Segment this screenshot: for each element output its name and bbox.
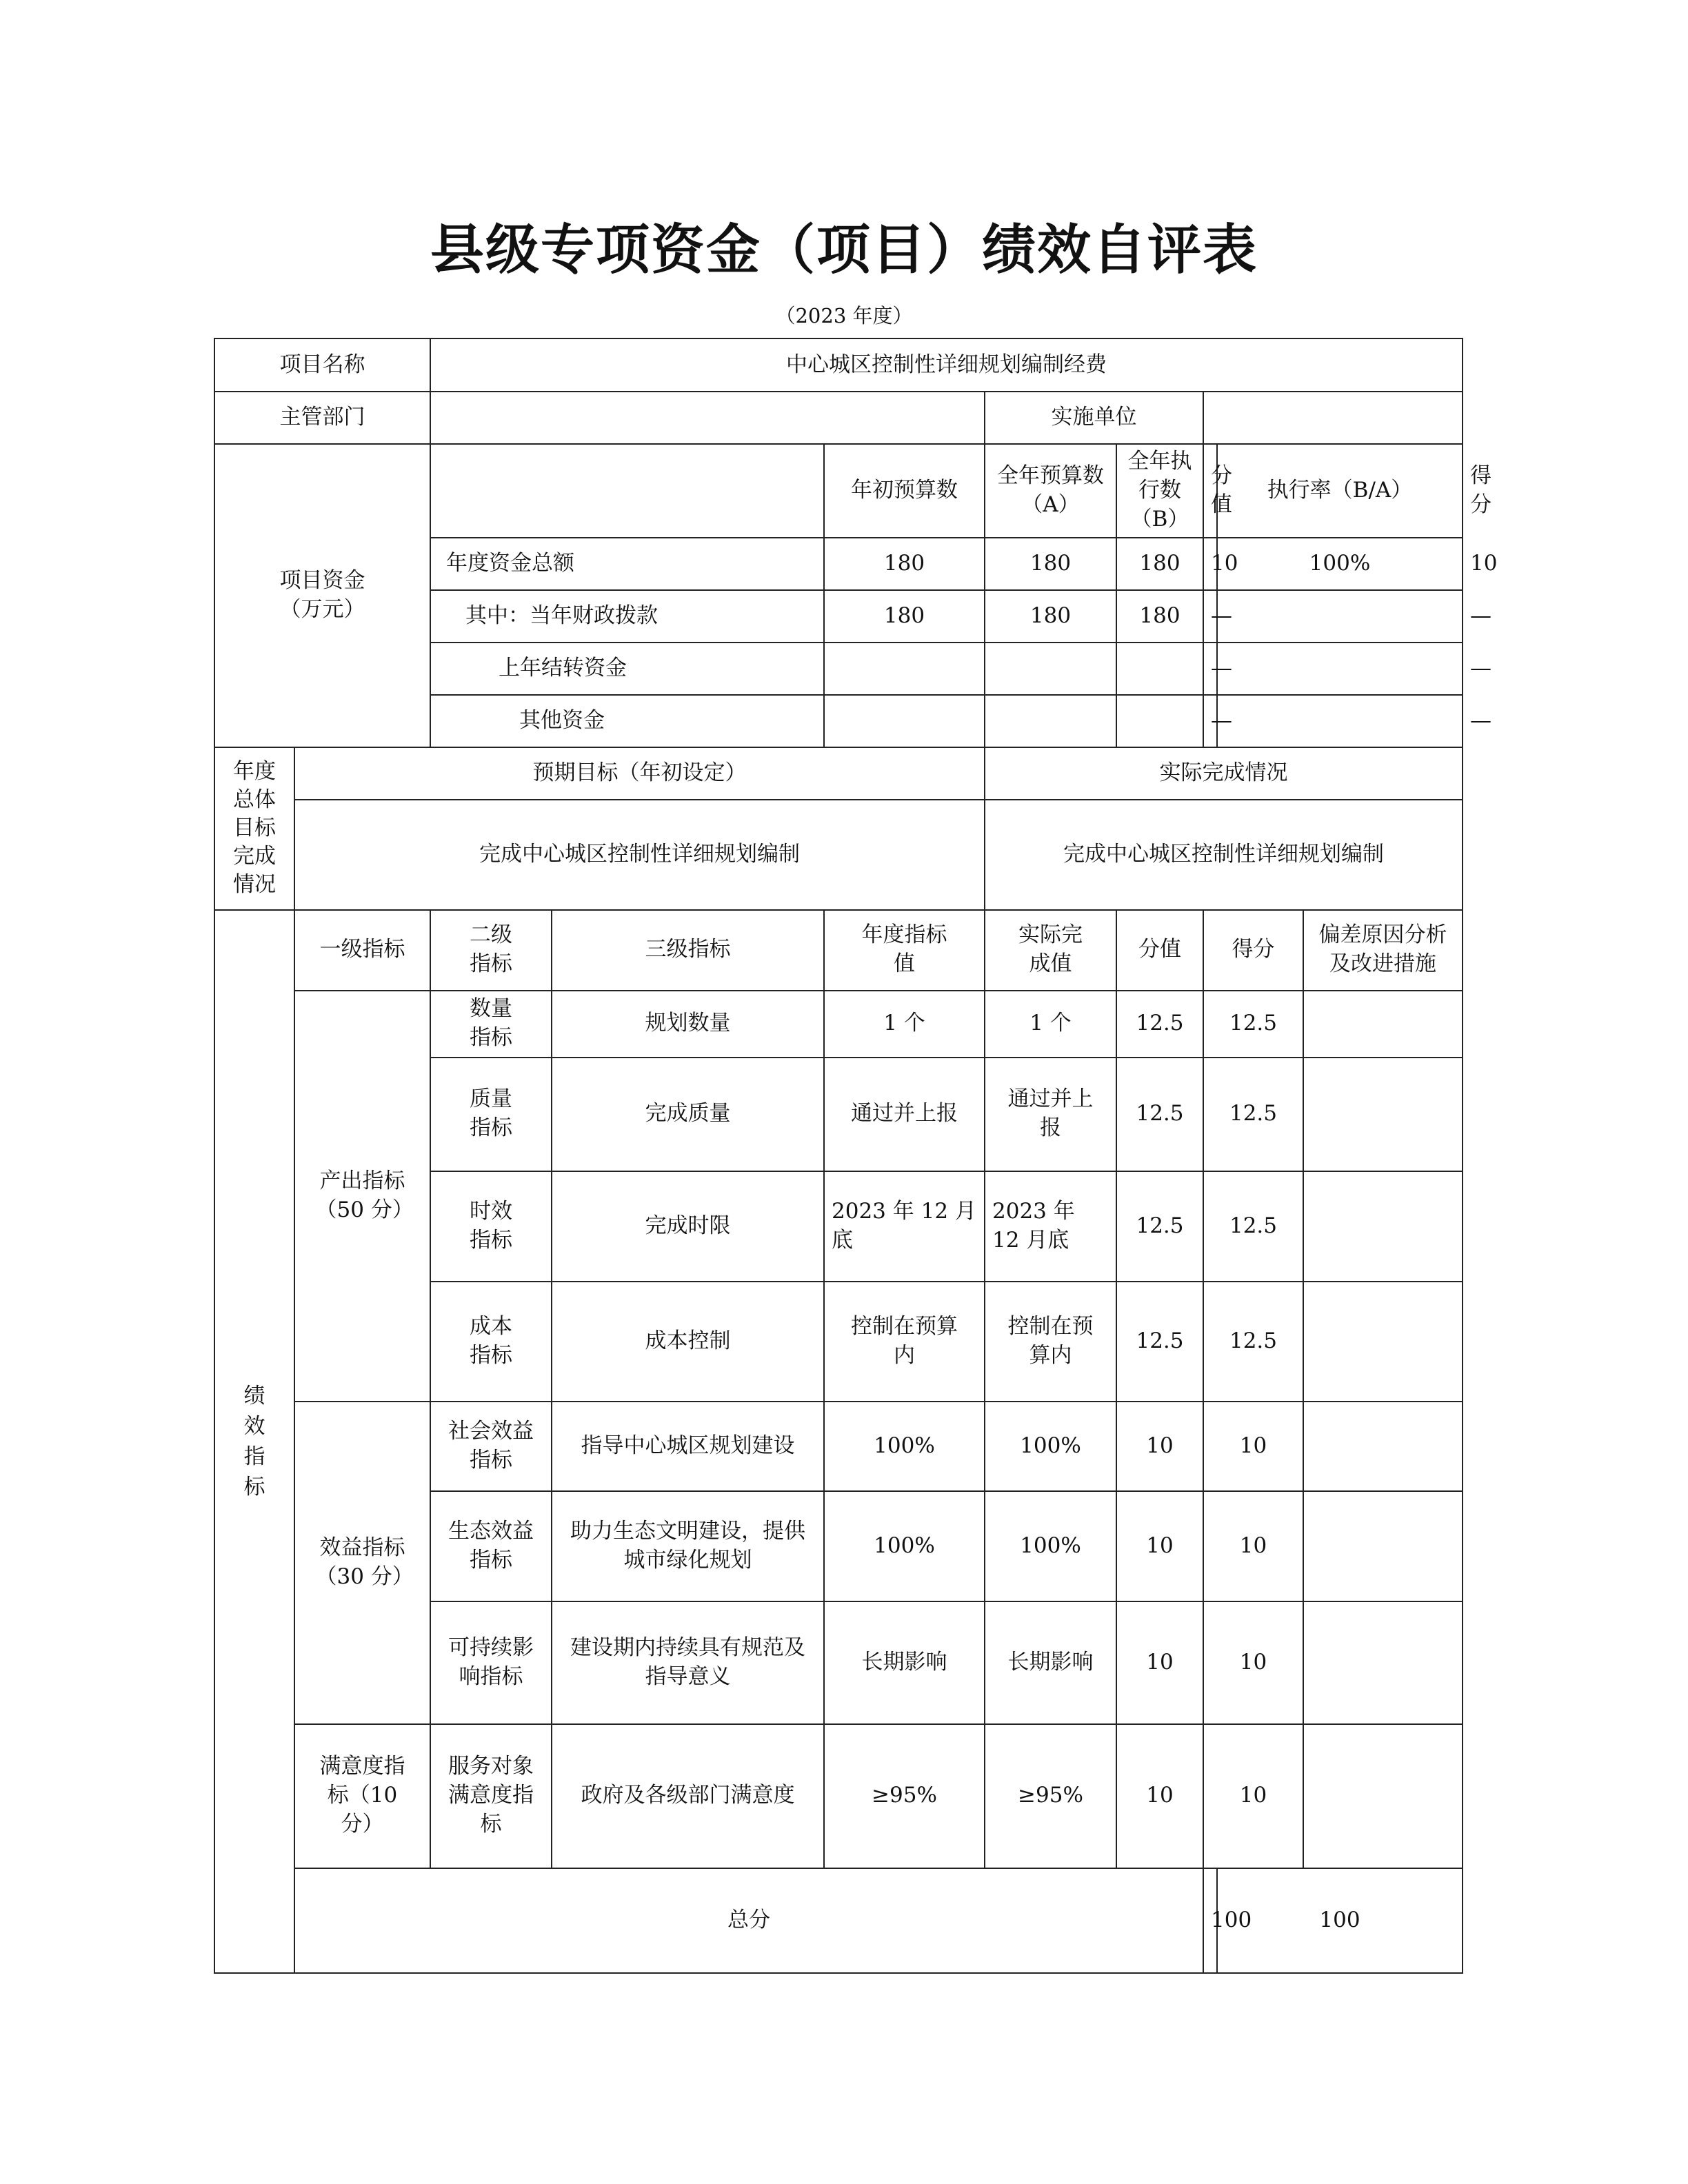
actual-goal-value: 完成中心城区控制性详细规划编制 (985, 800, 1463, 910)
level1-output (294, 991, 430, 1402)
funds-executed (1116, 695, 1203, 747)
funds-rate (1217, 695, 1463, 747)
funds-annual: 180 (985, 590, 1116, 643)
header-level2 (430, 910, 552, 991)
score-value-cell: 10 (1116, 1601, 1203, 1724)
analysis-cell (1303, 1282, 1463, 1402)
dept-label: 主管部门 (214, 392, 430, 444)
header-initial-budget: 年初预算数 (824, 444, 985, 538)
header-score-value: 分值 (1203, 444, 1217, 538)
level2-cell (430, 1402, 552, 1491)
table-row (214, 338, 1463, 392)
funds-executed: 180 (1116, 538, 1203, 590)
level3-cell: 政府及各级部门满意度 (552, 1724, 824, 1868)
funds-initial: 180 (824, 538, 985, 590)
level3-text: 建设期内持续具有规范及指导意义 (570, 1635, 805, 1689)
level2-cell (430, 1058, 552, 1171)
funds-score-value: — (1203, 643, 1217, 695)
funds-rate (1217, 643, 1463, 695)
level2-text: 社会效益指标 (448, 1418, 534, 1473)
score-cell: 10 (1203, 1601, 1303, 1724)
funds-initial (824, 695, 985, 747)
table-row: 年度资金总额 180 180 180 10 100% 10 (214, 538, 1463, 590)
actual-goal-header: 实际完成情况 (985, 747, 1463, 800)
level2-cell (430, 1601, 552, 1724)
table-row: 其他资金 — — (214, 695, 1463, 747)
funds-executed (1116, 643, 1203, 695)
table-row: 上年结转资金 — — (214, 643, 1463, 695)
header-score: 得分 (1203, 910, 1303, 991)
actual-text: 通过并上报 (1007, 1086, 1094, 1141)
funds-section-label (214, 444, 430, 747)
score-value-cell: 12.5 (1116, 1282, 1203, 1402)
header-level3: 三级指标 (552, 910, 824, 991)
expected-goal-header: 预期目标（年初设定） (294, 747, 985, 800)
score-value-cell: 10 (1116, 1402, 1203, 1491)
goals-section-text: 年度总体目标完成情况 (233, 759, 276, 897)
level1-satisfaction (294, 1724, 430, 1868)
actual-cell (985, 1058, 1116, 1171)
table-row (214, 1724, 1463, 1868)
level2-cell (430, 1491, 552, 1601)
level3-cell (552, 1601, 824, 1724)
level2-text: 成本指标 (470, 1313, 512, 1368)
header-analysis-text: 偏差原因分析及改进措施 (1318, 922, 1447, 977)
funds-rate: 100% (1217, 538, 1463, 590)
level2-text: 服务对象满意度指标 (448, 1754, 534, 1837)
total-score: 100 (1217, 1868, 1463, 1973)
funds-annual (985, 695, 1116, 747)
actual-cell: 2023 年 12 月底 (985, 1171, 1116, 1282)
header-score-value: 分值 (1116, 910, 1203, 991)
table-row (214, 1868, 1463, 1973)
funds-score-value: — (1203, 590, 1217, 643)
level2-text: 时效指标 (470, 1198, 512, 1253)
funds-rate (1217, 590, 1463, 643)
header-actual (985, 910, 1116, 991)
level3-cell: 成本控制 (552, 1282, 824, 1402)
header-analysis (1303, 910, 1463, 991)
level3-cell: 规划数量 (552, 991, 824, 1058)
level1-output-text: 产出指标（50 分） (315, 1168, 414, 1222)
analysis-cell (1303, 1058, 1463, 1171)
table-row (214, 910, 1463, 991)
target-cell: 通过并上报 (824, 1058, 985, 1171)
funds-header-blank (430, 444, 824, 538)
funds-score-value: — (1203, 695, 1217, 747)
header-executed: 全年执行数（B） (1116, 444, 1203, 538)
goals-section-label (214, 747, 294, 910)
table-row (214, 747, 1463, 800)
header-target-text: 年度指标值 (861, 922, 947, 977)
score-cell: 10 (1203, 1402, 1303, 1491)
unit-value (1203, 392, 1463, 444)
table-row: 其中：当年财政拨款 180 180 180 — — (214, 590, 1463, 643)
level1-benefit-text: 效益指标（30 分） (315, 1535, 414, 1589)
analysis-cell (1303, 1601, 1463, 1724)
table-row: 项目资金 （万元） 年初预算数 全年预算数（A） 全年执行数（B） 分值 执行率（B/A） 得分 (214, 444, 1463, 538)
header-rate: 执行率（B/A） (1217, 444, 1463, 538)
funds-score-value: 10 (1203, 538, 1217, 590)
level2-cell (430, 991, 552, 1058)
actual-text: 控制在预算内 (1007, 1313, 1094, 1368)
project-name-label: 项目名称 (214, 338, 430, 392)
funds-row-label: 年度资金总额 (430, 538, 824, 590)
analysis-cell (1303, 1491, 1463, 1601)
expected-goal-value: 完成中心城区控制性详细规划编制 (294, 800, 985, 910)
analysis-cell (1303, 991, 1463, 1058)
table-row (214, 392, 1463, 444)
unit-label: 实施单位 (985, 392, 1203, 444)
score-value-cell: 10 (1116, 1724, 1203, 1868)
dept-value (430, 392, 985, 444)
evaluation-table (214, 338, 1498, 1974)
level2-cell (430, 1171, 552, 1282)
analysis-cell (1303, 1171, 1463, 1282)
target-cell (824, 1282, 985, 1402)
level3-cell: 指导中心城区规划建设 (552, 1402, 824, 1491)
level2-text: 质量指标 (470, 1086, 512, 1141)
level2-cell (430, 1282, 552, 1402)
header-annual-budget: 全年预算数（A） (985, 444, 1116, 538)
funds-initial (824, 643, 985, 695)
score-value-cell: 12.5 (1116, 991, 1203, 1058)
actual-cell: 100% (985, 1402, 1116, 1491)
level3-cell: 完成时限 (552, 1171, 824, 1282)
funds-label-line1: 项目资金 (279, 567, 365, 593)
table-row (214, 800, 1463, 910)
funds-label-line2: （万元） (279, 596, 365, 622)
score-cell: 12.5 (1203, 1171, 1303, 1282)
level2-cell (430, 1724, 552, 1868)
score-cell: 10 (1203, 1491, 1303, 1601)
level3-cell (552, 1491, 824, 1601)
score-value-cell: 12.5 (1116, 1171, 1203, 1282)
year-label: （2023 年度） (775, 304, 913, 327)
score-cell: 12.5 (1203, 1058, 1303, 1171)
target-cell: ≥95% (824, 1724, 985, 1868)
actual-cell: ≥95% (985, 1724, 1116, 1868)
header-actual-text: 实际完成值 (1018, 922, 1083, 977)
funds-executed: 180 (1116, 590, 1203, 643)
target-cell: 长期影响 (824, 1601, 985, 1724)
target-cell: 100% (824, 1491, 985, 1601)
funds-annual (985, 643, 1116, 695)
actual-cell: 100% (985, 1491, 1116, 1601)
level1-benefit (294, 1402, 430, 1724)
header-level2-text: 二级指标 (470, 922, 512, 977)
score-value-cell: 10 (1116, 1491, 1203, 1601)
target-cell: 1 个 (824, 991, 985, 1058)
analysis-cell (1303, 1402, 1463, 1491)
target-cell: 100% (824, 1402, 985, 1491)
header-target (824, 910, 985, 991)
indicators-section-text: 绩效指标 (243, 1383, 265, 1499)
target-text: 控制在预算内 (851, 1313, 958, 1368)
project-name-value: 中心城区控制性详细规划编制经费 (430, 338, 1463, 392)
funds-row-label: 其中：当年财政拨款 (430, 590, 824, 643)
total-label: 总分 (294, 1868, 1203, 1973)
funds-annual: 180 (985, 538, 1116, 590)
table-row (214, 1402, 1463, 1491)
level2-text: 生态效益指标 (448, 1518, 534, 1573)
target-cell: 2023 年 12 月底 (824, 1171, 985, 1282)
level3-cell: 完成质量 (552, 1058, 824, 1171)
level2-text: 可持续影响指标 (448, 1635, 534, 1689)
score-cell: 12.5 (1203, 991, 1303, 1058)
actual-cell (985, 1282, 1116, 1402)
actual-cell: 1 个 (985, 991, 1116, 1058)
level3-text: 助力生态文明建设，提供城市绿化规划 (570, 1518, 805, 1573)
header-level1: 一级指标 (294, 910, 430, 991)
score-value-cell: 12.5 (1116, 1058, 1203, 1171)
score-cell: 12.5 (1203, 1282, 1303, 1402)
document-title: 县级专项资金（项目）绩效自评表 (430, 219, 1258, 281)
score-cell: 10 (1203, 1724, 1303, 1868)
funds-initial: 180 (824, 590, 985, 643)
level2-text: 数量指标 (470, 996, 512, 1051)
funds-row-label: 其他资金 (430, 695, 824, 747)
funds-row-label: 上年结转资金 (430, 643, 824, 695)
table-row (214, 991, 1463, 1058)
level1-satisfaction-text: 满意度指标（10 分） (319, 1754, 405, 1837)
total-score-value: 100 (1203, 1868, 1217, 1973)
analysis-cell (1303, 1724, 1463, 1868)
actual-cell: 长期影响 (985, 1601, 1116, 1724)
indicators-section-label (214, 910, 294, 1973)
